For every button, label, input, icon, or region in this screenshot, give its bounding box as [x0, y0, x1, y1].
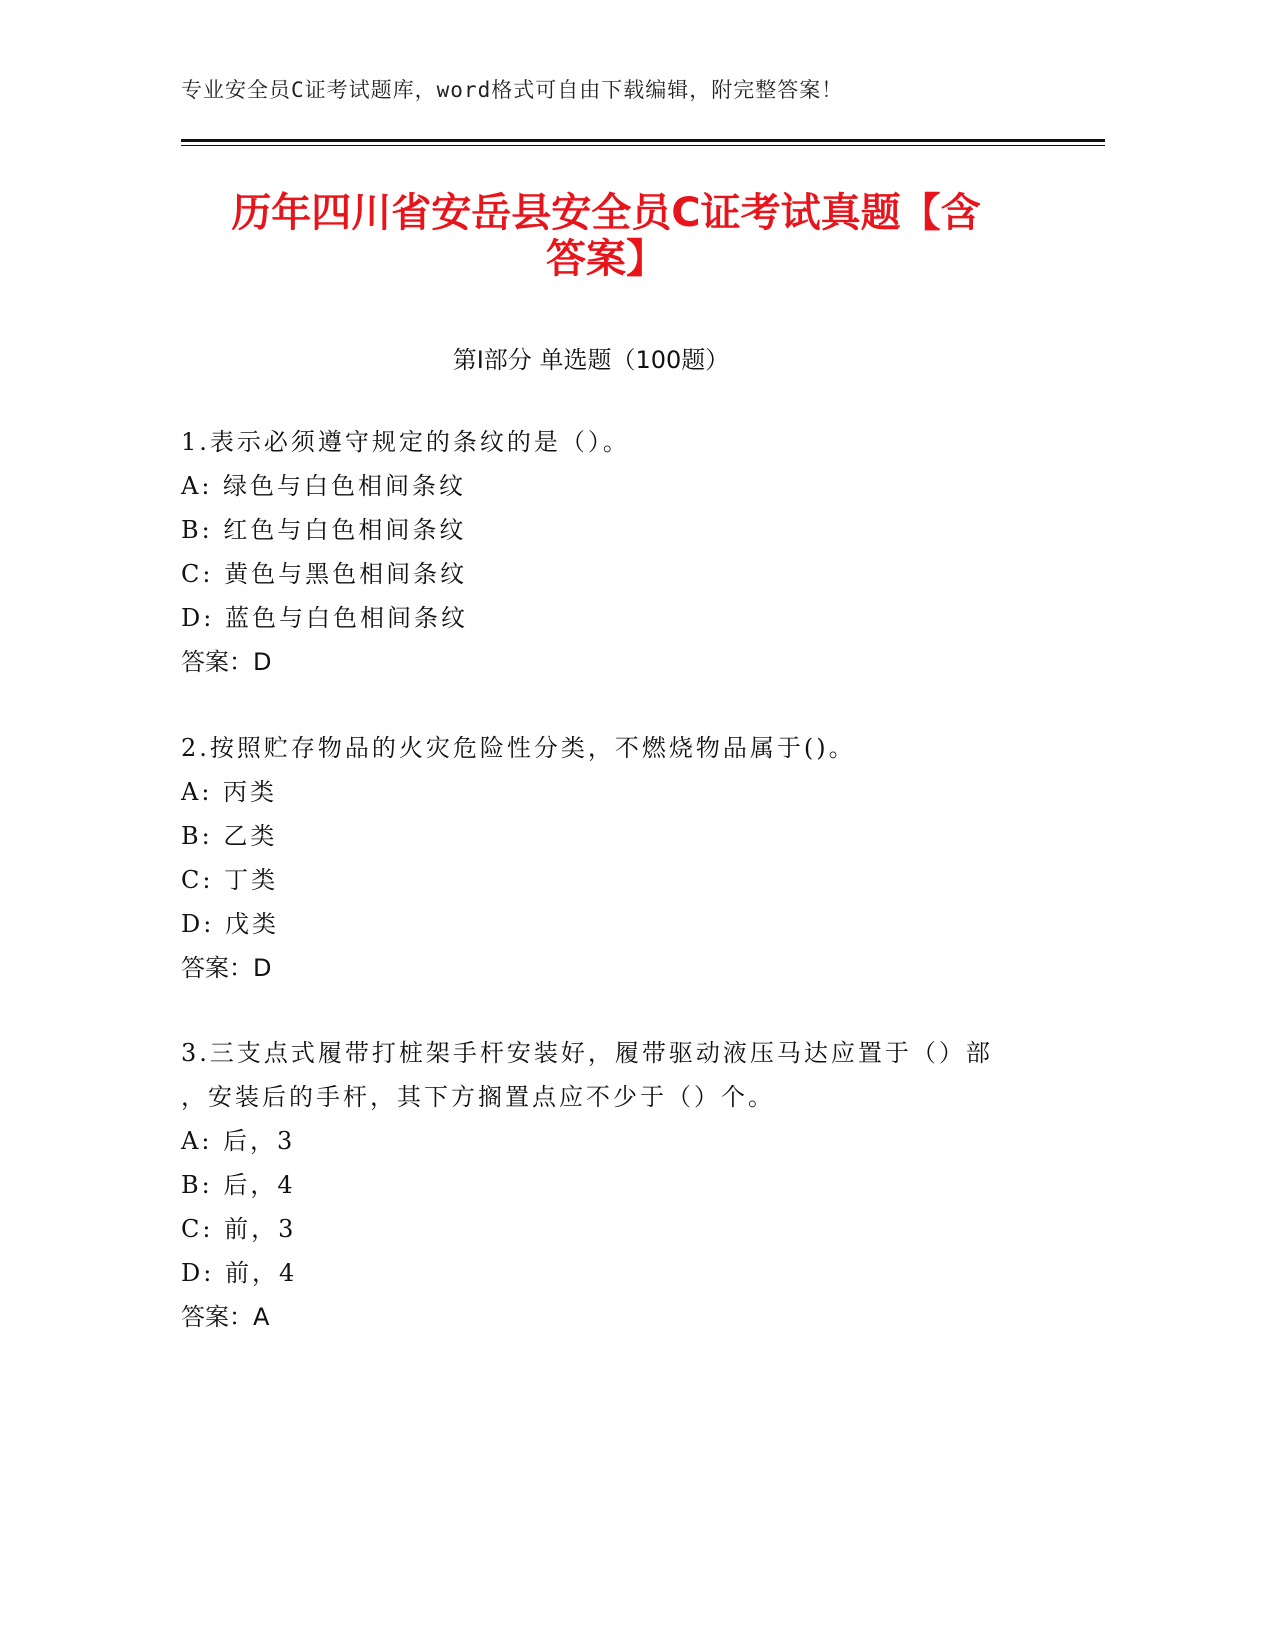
option-d: D: 前，4: [181, 1259, 298, 1287]
option-a: A: 绿色与白色相间条纹: [181, 472, 467, 500]
option-d: D: 蓝色与白色相间条纹: [181, 604, 468, 632]
document-title-line-2: 答案】: [546, 236, 666, 282]
document-title-line-1: 历年四川省安岳县安全员C证考试真题【含: [231, 190, 981, 236]
answer: 答案：D: [181, 648, 272, 676]
header-rule-thin: [181, 145, 1105, 146]
option-a: A: 丙类: [181, 778, 278, 806]
question-stem: 2.按照贮存物品的火灾危险性分类，不燃烧物品属于()。: [181, 734, 856, 762]
option-d: D: 戊类: [181, 910, 279, 938]
answer: 答案：A: [181, 1303, 270, 1331]
header-note: 专业安全员C证考试题库，word格式可自由下载编辑，附完整答案！: [181, 78, 844, 102]
answer: 答案：D: [181, 954, 272, 982]
question-stem-line-2: ，安装后的手杆，其下方搁置点应不少于（）个。: [181, 1083, 775, 1111]
section-title: 第Ⅰ部分 单选题（100题）: [452, 346, 730, 374]
document-title: [181, 190, 1031, 282]
option-c: C: 黄色与黑色相间条纹: [181, 560, 468, 588]
question-3: [181, 1031, 1061, 1339]
option-c: C: 前，3: [181, 1215, 297, 1243]
option-b: B: 乙类: [181, 822, 278, 850]
question-1: [181, 420, 1061, 684]
option-c: C: 丁类: [181, 866, 279, 894]
question-stem: 1.表示必须遵守规定的条纹的是（）。: [181, 428, 630, 456]
option-b: B: 后，4: [181, 1171, 296, 1199]
option-b: B: 红色与白色相间条纹: [181, 516, 467, 544]
question-stem-line-1: 3.三支点式履带打桩架手杆安装好，履带驱动液压马达应置于（）部: [181, 1039, 993, 1067]
header-rule-thick: [181, 139, 1105, 142]
question-2: [181, 726, 1061, 990]
option-a: A: 后，3: [181, 1127, 296, 1155]
